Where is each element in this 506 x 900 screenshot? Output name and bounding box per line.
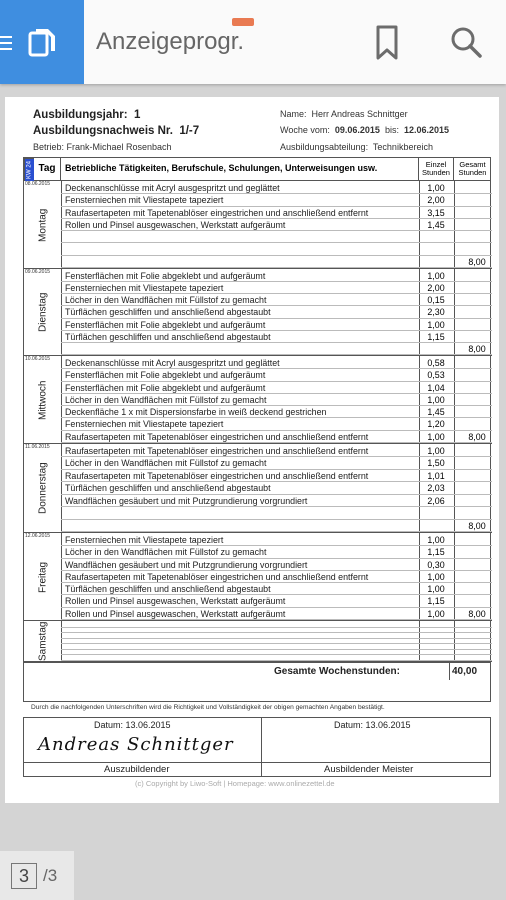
activity-text: Deckenfläche 1 x mit Dispersionsfarbe in weiß deckend gestrichen: [65, 407, 327, 418]
table-row: [61, 243, 492, 255]
activity-text: Löcher in den Wandflächen mit Füllstof zu gemacht: [65, 394, 267, 405]
day-total: 8,00: [468, 432, 486, 442]
activity-text: Raufasertapeten mit Tapetenablöser eingestrichen und anschließend entfernt: [65, 571, 369, 582]
day-block-dienstag: [24, 269, 492, 356]
hours-value: 2,06: [427, 495, 445, 506]
table-row: [61, 534, 492, 546]
activity-text: Rollen und Pinsel ausgewaschen, Werkstatt aufgeräumt: [65, 219, 286, 230]
day-name: Montag: [37, 208, 49, 242]
hours-value: 1,15: [427, 596, 445, 607]
day-block-montag: [24, 181, 492, 269]
hours-value: 1,00: [427, 571, 445, 582]
app-title: Anzeigeprogr.: [96, 28, 245, 55]
week-field: Woche vom: 09.06.2015 bis: 12.06.2015: [280, 125, 450, 135]
activity-text: Raufasertapeten mit Tapetenablöser eingestrichen und anschließend entfernt: [65, 446, 369, 456]
hours-value: 1,00: [427, 608, 445, 619]
search-button[interactable]: [447, 24, 487, 62]
document-page: [5, 97, 499, 803]
table-row: [61, 282, 492, 294]
day-total: 8,00: [468, 521, 486, 531]
hours-value: 1,00: [427, 535, 445, 545]
table-row: [61, 256, 492, 268]
day-block-samstag: [24, 621, 492, 662]
activity-text: Raufasertapeten mit Tapetenablöser eingestrichen und anschließend entfernt: [65, 431, 369, 442]
day-block-mittwoch: [24, 356, 492, 444]
col-tag: Tag: [34, 158, 61, 181]
table-row: [61, 319, 492, 331]
day-name: Samstag: [37, 621, 49, 662]
table-row: [61, 331, 492, 343]
table-row: [61, 270, 492, 282]
table-row: [61, 306, 492, 318]
confirmation-text: Durch die nachfolgenden Unterschriften wird die Richtigkeit und Vollständigkeit der obigen gemachten Angaben bestätigt.: [31, 704, 385, 711]
sum-value: 40,00: [452, 666, 478, 677]
table-row: [61, 595, 492, 607]
day-date: 10.06.2015: [25, 356, 51, 362]
table-row: [61, 394, 492, 406]
hours-value: 3,15: [427, 207, 445, 218]
name-field: Name: Herr Andreas Schnittger: [280, 109, 408, 119]
copyright-footer: (c) Copyright by Liwo-Soft | Homepage: www.onlinezettel.de: [135, 779, 335, 788]
activity-text: Türflächen geschliffen und anschließend abgestaubt: [65, 331, 271, 342]
bookmark-icon: [370, 24, 404, 62]
hours-value: 2,03: [427, 483, 445, 494]
day-name: Donnerstag: [37, 462, 49, 515]
table-row: [61, 482, 492, 494]
activity-text: Fensterflächen mit Folie abgeklebt und aufgeräumt: [65, 271, 266, 281]
hours-value: 2,30: [427, 307, 445, 318]
search-icon: [447, 24, 487, 62]
activity-text: Türflächen geschliffen und anschließend abgestaubt: [65, 584, 271, 595]
day-date: 08.06.2015: [25, 181, 51, 187]
year-label: Ausbildungsjahr: 1: [33, 109, 141, 121]
left-role: Auszubildender: [104, 764, 170, 775]
table-row: [61, 608, 492, 620]
day-total: 8,00: [468, 344, 486, 354]
table-row: [61, 343, 492, 355]
activity-text: Fensterniechen mit Vliestapete tapeziert: [65, 195, 224, 206]
col-activities: Betriebliche Tätigkeiten, Berufschule, Schulungen, Unterweisungen usw.: [61, 158, 419, 181]
table-row: [61, 655, 492, 661]
hours-value: 0,30: [427, 559, 445, 570]
activity-text: Türflächen geschliffen und anschließend abgestaubt: [65, 307, 271, 318]
left-date: Datum: 13.06.2015: [94, 720, 171, 730]
app-bar: [0, 0, 506, 84]
day-block-donnerstag: [24, 444, 492, 533]
hours-value: 1,20: [427, 419, 445, 430]
nachweis-label: Ausbildungsnachweis Nr. 1/-7: [33, 125, 200, 137]
hours-value: 2,00: [427, 195, 445, 206]
table-row: [61, 382, 492, 394]
hours-value: 1,01: [427, 470, 445, 481]
total-pages: /3: [43, 866, 58, 885]
bookmark-button[interactable]: [370, 24, 404, 62]
activity-text: Wandflächen gesäubert und mit Putzgrundierung vorgrundiert: [65, 495, 308, 506]
table-row: [61, 207, 492, 219]
right-role: Ausbildender Meister: [324, 764, 414, 775]
activity-text: Löcher in den Wandflächen mit Füllstof zu gemacht: [65, 295, 267, 306]
table-row: [61, 231, 492, 243]
activity-text: Fensterflächen mit Folie abgeklebt und aufgeräumt: [65, 370, 266, 381]
activity-text: Fensterniechen mit Vliestapete tapeziert: [65, 535, 224, 545]
day-name: Dienstag: [37, 292, 49, 333]
table-row: [61, 445, 492, 457]
col-einzel: Einzel Stunden: [419, 158, 454, 181]
hours-value: 1,45: [427, 219, 445, 230]
hours-value: 1,00: [427, 394, 445, 405]
hours-value: 1,50: [427, 458, 445, 469]
table-row: [61, 457, 492, 469]
day-name: Mittwoch: [37, 380, 49, 420]
table-row: [61, 357, 492, 369]
table-row: [61, 294, 492, 306]
table-row: [61, 182, 492, 194]
right-date: Datum: 13.06.2015: [334, 720, 411, 730]
activity-text: Fensterflächen mit Folie abgeklebt und aufgeräumt: [65, 319, 266, 330]
notification-indicator: [232, 18, 254, 26]
table-row: [61, 194, 492, 206]
hours-value: 0,15: [427, 295, 445, 306]
hours-value: 1,00: [427, 183, 445, 193]
weekly-sum-row: [24, 662, 490, 680]
activity-text: Rollen und Pinsel ausgewaschen, Werkstatt aufgeräumt: [65, 608, 286, 619]
document-copy-icon: [28, 26, 58, 58]
table-row: [61, 546, 492, 558]
table-row: [61, 571, 492, 583]
day-total: 8,00: [468, 257, 486, 267]
signature-box: [23, 717, 491, 777]
hours-value: 2,00: [427, 283, 445, 294]
day-date: 11.06.2015: [25, 444, 50, 450]
table-row: [61, 520, 492, 532]
activity-text: Wandflächen gesäubert und mit Putzgrundierung vorgrundiert: [65, 559, 308, 570]
calendar-week-badge: KW 24: [24, 158, 34, 181]
day-date: 09.06.2015: [25, 269, 51, 275]
table-row: [61, 470, 492, 482]
page-indicator[interactable]: [0, 851, 74, 900]
activity-text: Fensterniechen mit Vliestapete tapeziert: [65, 283, 224, 294]
hours-value: 1,04: [427, 382, 445, 393]
activity-text: Fensterniechen mit Vliestapete tapeziert: [65, 419, 224, 430]
table-row: [61, 495, 492, 507]
day-total: 8,00: [468, 609, 486, 619]
hours-value: 1,15: [427, 547, 445, 558]
hours-value: 1,45: [427, 407, 445, 418]
col-gesamt: Gesamt Stunden: [454, 158, 491, 181]
activity-text: Deckenanschlüsse mit Acryl ausgespritzt und geglättet: [65, 358, 280, 368]
navigation-button[interactable]: [0, 0, 84, 84]
current-page: 3: [11, 863, 37, 889]
day-name: Freitag: [37, 561, 49, 593]
table-row: [61, 583, 492, 595]
table-row: [61, 418, 492, 430]
hours-value: 1,00: [427, 271, 445, 281]
sum-label: Gesamte Wochenstunden:: [274, 666, 400, 677]
weekly-report-table: [23, 157, 491, 702]
hours-value: 1,00: [427, 446, 445, 456]
activity-text: Raufasertapeten mit Tapetenablöser eingestrichen und anschließend entfernt: [65, 470, 369, 481]
hours-value: 0,53: [427, 370, 445, 381]
menu-icon: [0, 36, 12, 50]
hours-value: 0,58: [427, 358, 445, 368]
table-row: [61, 406, 492, 418]
table-row: [61, 559, 492, 571]
day-date: 12.06.2015: [25, 533, 51, 539]
hours-value: 1,00: [427, 319, 445, 330]
betrieb-text: Betrieb: Frank-Michael Rosenbach: [33, 142, 172, 152]
table-row: [61, 219, 492, 231]
hours-value: 1,00: [427, 584, 445, 595]
table-row: [61, 507, 492, 519]
hours-value: 1,15: [427, 331, 445, 342]
activity-text: Raufasertapeten mit Tapetenablöser eingestrichen und anschließend entfernt: [65, 207, 369, 218]
trainee-signature: Andreas Schnittger: [38, 734, 234, 755]
hours-value: 1,00: [427, 431, 445, 442]
activity-text: Löcher in den Wandflächen mit Füllstof zu gemacht: [65, 547, 267, 558]
activity-text: Fensterflächen mit Folie abgeklebt und aufgeräumt: [65, 382, 266, 393]
activity-text: Türflächen geschliffen und anschließend abgestaubt: [65, 483, 271, 494]
department-field: Ausbildungsabteilung: Technikbereich: [280, 142, 433, 152]
day-block-freitag: [24, 533, 492, 621]
table-row: [61, 369, 492, 381]
table-row: [61, 431, 492, 443]
activity-text: Löcher in den Wandflächen mit Füllstof zu gemacht: [65, 458, 267, 469]
activity-text: Deckenanschlüsse mit Acryl ausgespritzt und geglättet: [65, 183, 280, 193]
activity-text: Rollen und Pinsel ausgewaschen, Werkstatt aufgeräumt: [65, 596, 286, 607]
